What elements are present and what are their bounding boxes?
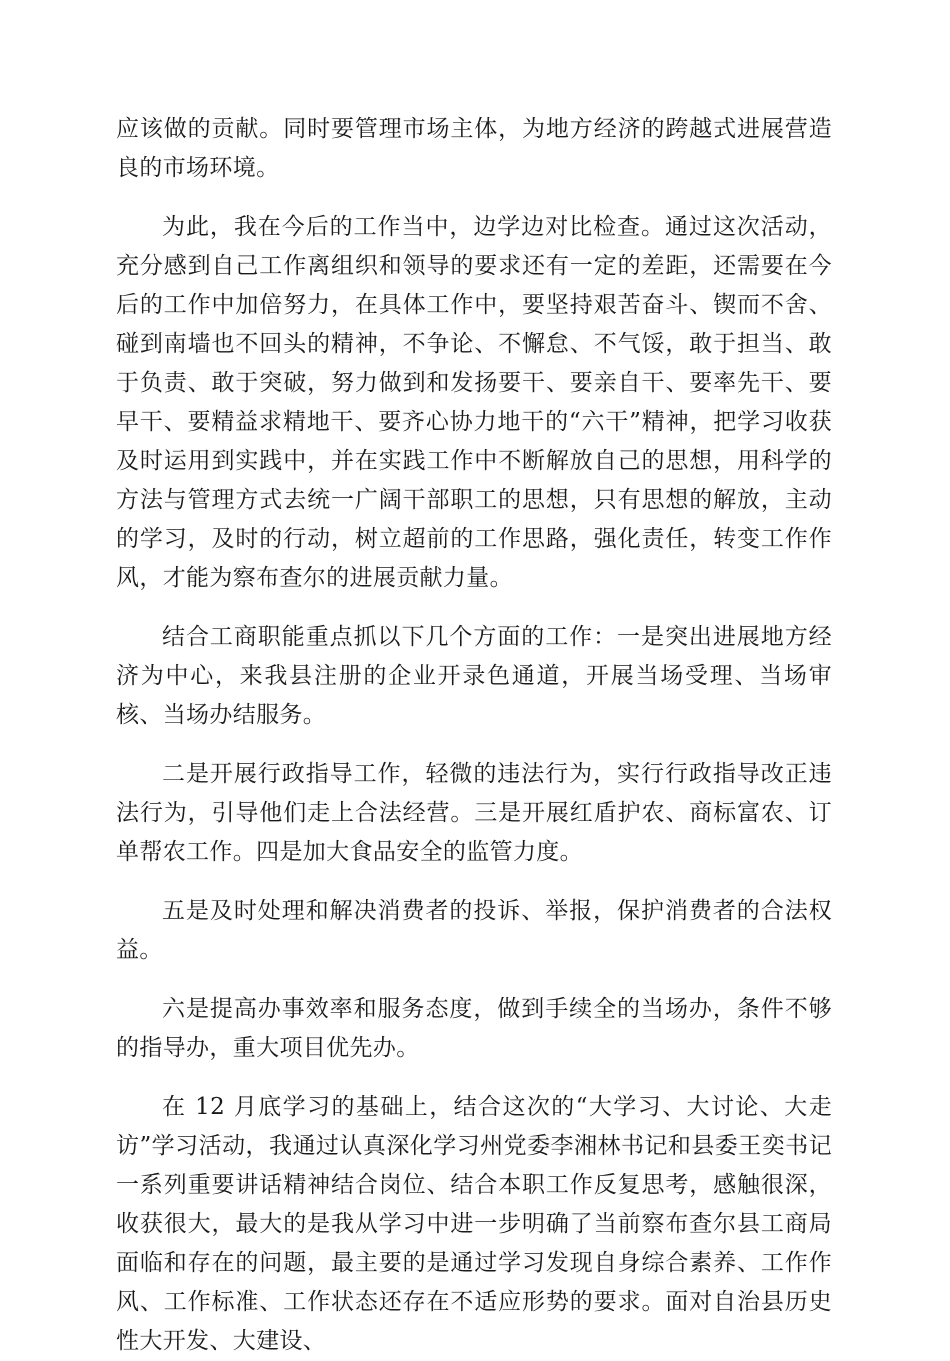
paragraph-2: 为此，我在今后的工作当中，边学边对比检查。通过这次活动，充分感到自己工作离组织和领导的要求还有一定的差距，还需要在今后的工作中加倍努力，在具体工作中，要坚持艰苦奋斗、锲而不舍、碰到南墙也不回头的精神，不争论、不懈怠、不气馁，敢于担当、敢于负责、敢于突破，努力做到和发扬要干、要亲自干、要率先干、要早干、要精益求精地干、要齐心协力地干的“六干”精神，把学习收获及时运用到实践中，并在实践工作中不断解放自己的思想，用科学的方法与管理方式去统一广阔干部职工的思想，只有思想的解放，主动的学习，及时的行动，树立超前的工作思路，强化责任，转变工作作风，才能为察布查尔的进展贡献力量。 [116,214,832,591]
paragraph-7: 在 12 月底学习的基础上，结合这次的“大学习、大讨论、大走访”学习活动，我通过认真深化学习州党委李湘林书记和县委王奕书记一系列重要讲话精神结合岗位、结合本职工作反复思考，感触很深，收获很大，最大的是我从学习中进一步明确了当前察布查尔县工商局面临和存在的问题，最主要的是通过学习发现自身综合素养、工作作风、工作标准、工作状态还存在不适应形势的要求。面对自治县历史性大开发、大建设、 [116,1094,832,1354]
paragraph-4: 二是开展行政指导工作，轻微的违法行为，实行行政指导改正违法行为，引导他们走上合法经营。三是开展红盾护农、商标富农、订单帮农工作。四是加大食品安全的监管力度。 [116,761,832,865]
paragraph-1: 应该做的贡献。同时要管理市场主体，为地方经济的跨越式进展营造良的市场环境。 [116,116,832,181]
paragraph-3: 结合工商职能重点抓以下几个方面的工作：一是突出进展地方经济为中心，来我县注册的企业开录色通道，开展当场受理、当场审核、当场办结服务。 [116,624,832,728]
paragraph-6: 六是提高办事效率和服务态度，做到手续全的当场办，条件不够的指导办，重大项目优先办。 [116,996,832,1061]
document-body [116,110,832,1361]
paragraph-5: 五是及时处理和解决消费者的投诉、举报，保护消费者的合法权益。 [116,898,832,963]
